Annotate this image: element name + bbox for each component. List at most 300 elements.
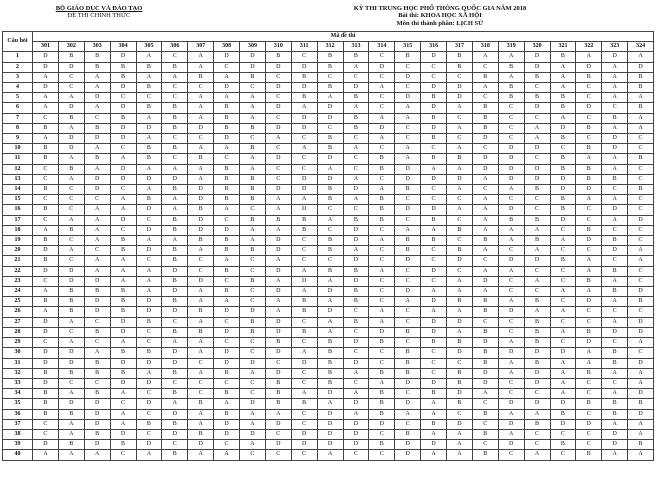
answer-cell: C xyxy=(291,246,317,256)
answer-cell: D xyxy=(343,358,369,368)
answer-cell: B xyxy=(291,215,317,225)
answer-cell: C xyxy=(343,327,369,337)
answer-cell: A xyxy=(110,338,136,348)
answer-cell: D xyxy=(188,123,214,133)
answer-cell: B xyxy=(58,164,84,174)
answer-cell: D xyxy=(265,368,291,378)
table-row xyxy=(3,419,654,429)
answer-cell: C xyxy=(33,174,59,184)
table-row xyxy=(3,164,654,174)
answer-cell: D xyxy=(524,62,550,72)
question-number-cell: 29 xyxy=(3,338,33,348)
answer-cell: D xyxy=(602,144,628,154)
answer-cell: D xyxy=(421,52,447,62)
answer-cell: C xyxy=(524,83,550,93)
answer-cell: A xyxy=(343,174,369,184)
answer-cell: B xyxy=(395,348,421,358)
answer-cell: C xyxy=(421,246,447,256)
answer-cell: C xyxy=(265,174,291,184)
answer-cell: A xyxy=(84,144,110,154)
answer-cell: C xyxy=(395,307,421,317)
answer-cell: A xyxy=(343,103,369,113)
answer-cell: D xyxy=(628,215,654,225)
answer-cell: A xyxy=(472,52,498,62)
answer-cell: C xyxy=(472,62,498,72)
answer-cell: C xyxy=(472,399,498,409)
answer-cell: C xyxy=(628,348,654,358)
answer-cell: D xyxy=(214,358,240,368)
answer-cell: D xyxy=(291,429,317,439)
answer-cell: D xyxy=(214,348,240,358)
answer-cell: C xyxy=(240,134,266,144)
answer-cell: C xyxy=(369,256,395,266)
answer-cell: C xyxy=(265,144,291,154)
answer-cell: A xyxy=(343,389,369,399)
exam-code-cell: 308 xyxy=(214,42,240,52)
answer-cell: D xyxy=(498,174,524,184)
answer-cell: A xyxy=(472,225,498,235)
answer-cell: A xyxy=(136,368,162,378)
answer-cell: C xyxy=(628,164,654,174)
answer-cell: A xyxy=(524,409,550,419)
answer-cell: D xyxy=(550,215,576,225)
answer-cell: C xyxy=(576,83,602,93)
answer-cell: C xyxy=(369,429,395,439)
answer-cell: B xyxy=(447,52,473,62)
answer-cell: C xyxy=(369,93,395,103)
answer-cell: A xyxy=(214,297,240,307)
answer-cell: D xyxy=(576,185,602,195)
answer-cell: A xyxy=(291,348,317,358)
answer-cell: C xyxy=(343,164,369,174)
exam-component: Môn thi thành phần: LỊCH SỬ xyxy=(396,19,484,27)
answer-cell: D xyxy=(265,154,291,164)
answer-cell: D xyxy=(291,276,317,286)
answer-cell: A xyxy=(524,134,550,144)
answer-cell: B xyxy=(421,419,447,429)
answer-cell: B xyxy=(472,123,498,133)
answer-cell: A xyxy=(472,246,498,256)
question-number-cell: 33 xyxy=(3,378,33,388)
question-number-cell: 25 xyxy=(3,297,33,307)
answer-cell: B xyxy=(110,62,136,72)
answer-cell: C xyxy=(524,195,550,205)
answer-cell: D xyxy=(576,236,602,246)
answer-cell: B xyxy=(188,72,214,82)
answer-cell: A xyxy=(136,134,162,144)
answer-cell: A xyxy=(265,276,291,286)
answer-cell: D xyxy=(33,348,59,358)
answer-cell: C xyxy=(395,215,421,225)
answer-cell: B xyxy=(524,93,550,103)
answer-cell: C xyxy=(369,246,395,256)
answer-cell: D xyxy=(110,429,136,439)
answer-cell: D xyxy=(291,358,317,368)
answer-cell: C xyxy=(265,358,291,368)
answer-cell: A xyxy=(291,389,317,399)
question-number-cell: 40 xyxy=(3,450,33,460)
answer-cell: D xyxy=(162,287,188,297)
answer-cell: B xyxy=(447,62,473,72)
table-row xyxy=(3,52,654,62)
answer-cell: B xyxy=(214,266,240,276)
answer-cell: A xyxy=(498,225,524,235)
answer-cell: D xyxy=(602,52,628,62)
answer-cell: B xyxy=(214,409,240,419)
answer-cell: A xyxy=(498,358,524,368)
answer-cell: C xyxy=(317,205,343,215)
answer-cell: A xyxy=(84,256,110,266)
answer-cell: D xyxy=(421,440,447,450)
answer-cell: B xyxy=(136,154,162,164)
answer-cell: D xyxy=(317,307,343,317)
answer-cell: C xyxy=(395,276,421,286)
answer-cell: B xyxy=(265,389,291,399)
answer-cell: A xyxy=(395,297,421,307)
answer-cell: A xyxy=(84,215,110,225)
answer-cell: C xyxy=(472,440,498,450)
answer-cell: A xyxy=(84,225,110,235)
answer-cell: D xyxy=(291,62,317,72)
answer-cell: C xyxy=(291,338,317,348)
answer-cell: B xyxy=(421,389,447,399)
answer-cell: C xyxy=(421,276,447,286)
answer-cell: D xyxy=(498,256,524,266)
answer-cell: D xyxy=(498,307,524,317)
question-number-cell: 19 xyxy=(3,236,33,246)
answer-cell: C xyxy=(576,440,602,450)
answer-cell: B xyxy=(447,368,473,378)
answer-cell: D xyxy=(628,389,654,399)
answer-cell: A xyxy=(421,287,447,297)
answer-cell: A xyxy=(576,52,602,62)
answer-cell: D xyxy=(395,440,421,450)
answer-cell: B xyxy=(136,317,162,327)
answer-cell: C xyxy=(188,134,214,144)
answer-cell: D xyxy=(628,358,654,368)
question-number-cell: 28 xyxy=(3,327,33,337)
answer-cell: B xyxy=(291,72,317,82)
answer-cell: D xyxy=(214,225,240,235)
answer-cell: D xyxy=(110,327,136,337)
answer-cell: B xyxy=(343,297,369,307)
answer-cell: C xyxy=(524,440,550,450)
answer-cell: B xyxy=(524,215,550,225)
answer-cell: C xyxy=(33,113,59,123)
answer-cell: B xyxy=(136,103,162,113)
answer-cell: D xyxy=(33,378,59,388)
answer-cell: D xyxy=(162,266,188,276)
exam-code-cell: 319 xyxy=(498,42,524,52)
answer-cell: C xyxy=(214,317,240,327)
answer-cell: A xyxy=(369,307,395,317)
answer-cell: D xyxy=(447,256,473,266)
answer-cell: A xyxy=(498,429,524,439)
answer-cell: D xyxy=(421,103,447,113)
table-row xyxy=(3,358,654,368)
answer-cell: B xyxy=(33,399,59,409)
answer-cell: B xyxy=(33,154,59,164)
answer-cell: B xyxy=(214,174,240,184)
answer-cell: A xyxy=(84,450,110,460)
answer-cell: B xyxy=(395,327,421,337)
question-number-cell: 3 xyxy=(3,72,33,82)
table-header-row xyxy=(3,32,654,42)
answer-cell: C xyxy=(58,205,84,215)
answer-cell: C xyxy=(136,215,162,225)
answer-cell: A xyxy=(395,103,421,113)
answer-cell: C xyxy=(240,348,266,358)
answer-cell: D xyxy=(84,419,110,429)
answer-cell: D xyxy=(265,103,291,113)
answer-cell: C xyxy=(84,195,110,205)
answer-cell: B xyxy=(498,62,524,72)
answer-cell: C xyxy=(58,256,84,266)
answer-cell: B xyxy=(110,307,136,317)
answer-cell: D xyxy=(628,327,654,337)
answer-cell: B xyxy=(84,52,110,62)
answer-cell: B xyxy=(110,246,136,256)
answer-cell: D xyxy=(214,83,240,93)
answer-cell: A xyxy=(550,62,576,72)
answer-cell: D xyxy=(602,134,628,144)
answer-cell: C xyxy=(628,144,654,154)
answer-cell: B xyxy=(524,327,550,337)
answer-cell: C xyxy=(291,317,317,327)
answer-cell: A xyxy=(550,113,576,123)
question-number-cell: 32 xyxy=(3,368,33,378)
answer-cell: B xyxy=(576,164,602,174)
answer-cell: A xyxy=(628,93,654,103)
answer-cell: C xyxy=(136,256,162,266)
table-row xyxy=(3,348,654,358)
answer-cell: A xyxy=(188,287,214,297)
answer-cell: C xyxy=(369,287,395,297)
answer-cell: C xyxy=(498,113,524,123)
answer-cell: A xyxy=(550,389,576,399)
answer-cell: D xyxy=(58,266,84,276)
answer-cell: D xyxy=(136,225,162,235)
answer-cell: C xyxy=(33,338,59,348)
answer-cell: D xyxy=(317,113,343,123)
answer-cell: A xyxy=(447,429,473,439)
question-number-cell: 39 xyxy=(3,440,33,450)
answer-cell: A xyxy=(447,185,473,195)
question-column-header: Câu hỏi xyxy=(3,32,33,52)
exam-code-cell: 320 xyxy=(524,42,550,52)
answer-cell: D xyxy=(136,205,162,215)
answer-cell: D xyxy=(110,174,136,184)
answer-cell: A xyxy=(58,123,84,133)
answer-cell: A xyxy=(188,368,214,378)
answer-cell: C xyxy=(369,174,395,184)
answer-cell: C xyxy=(188,266,214,276)
answer-cell: A xyxy=(524,225,550,235)
answer-cell: D xyxy=(524,174,550,184)
answer-cell: B xyxy=(395,185,421,195)
answer-cell: C xyxy=(110,185,136,195)
answer-cell: A xyxy=(395,154,421,164)
answer-cell: C xyxy=(265,164,291,174)
answer-cell: B xyxy=(550,409,576,419)
answer-cell: B xyxy=(188,327,214,337)
answer-cell: A xyxy=(369,236,395,246)
answer-cell: D xyxy=(265,287,291,297)
answer-cell: B xyxy=(550,205,576,215)
answer-cell: C xyxy=(369,348,395,358)
answer-cell: B xyxy=(240,174,266,184)
answer-cell: B xyxy=(395,52,421,62)
answer-cell: C xyxy=(188,358,214,368)
answer-cell: A xyxy=(498,72,524,82)
answer-cell: B xyxy=(576,327,602,337)
table-row xyxy=(3,378,654,388)
header-left xyxy=(24,5,174,20)
answer-cell: C xyxy=(343,154,369,164)
answer-cell: C xyxy=(265,72,291,82)
answer-cell: A xyxy=(498,409,524,419)
answer-cell: B xyxy=(162,389,188,399)
answer-cell: B xyxy=(110,72,136,82)
answer-cell: D xyxy=(498,440,524,450)
answer-cell: C xyxy=(33,164,59,174)
answer-cell: B xyxy=(369,399,395,409)
table-row xyxy=(3,307,654,317)
answer-cell: B xyxy=(395,358,421,368)
answer-cell: D xyxy=(240,399,266,409)
answer-cell: D xyxy=(188,195,214,205)
answer-cell: D xyxy=(628,317,654,327)
answer-cell: C xyxy=(265,450,291,460)
answer-cell: C xyxy=(369,297,395,307)
answer-cell: C xyxy=(110,450,136,460)
answer-cell: C xyxy=(214,378,240,388)
answer-cell: B xyxy=(58,225,84,235)
answer-cell: A xyxy=(628,113,654,123)
answer-cell: D xyxy=(524,164,550,174)
question-number-cell: 17 xyxy=(3,215,33,225)
answer-cell: B xyxy=(395,368,421,378)
answer-cell: A xyxy=(550,307,576,317)
answer-cell: C xyxy=(524,389,550,399)
answer-cell: C xyxy=(498,389,524,399)
answer-cell: A xyxy=(395,409,421,419)
answer-cell: D xyxy=(240,62,266,72)
answer-cell: B xyxy=(33,205,59,215)
table-row xyxy=(3,62,654,72)
answer-cell: A xyxy=(162,195,188,205)
table-row xyxy=(3,368,654,378)
answer-cell: B xyxy=(524,297,550,307)
answer-cell: B xyxy=(162,419,188,429)
answer-cell: D xyxy=(84,276,110,286)
answer-cell: B xyxy=(58,368,84,378)
answer-cell: A xyxy=(343,62,369,72)
answer-cell: B xyxy=(369,389,395,399)
answer-cell: B xyxy=(317,348,343,358)
answer-cell: B xyxy=(472,236,498,246)
answer-cell: B xyxy=(524,338,550,348)
answer-cell: A xyxy=(33,450,59,460)
answer-cell: C xyxy=(84,113,110,123)
answer-cell: B xyxy=(240,317,266,327)
answer-cell: C xyxy=(162,154,188,164)
answer-cell: B xyxy=(291,307,317,317)
answer-cell: D xyxy=(162,429,188,439)
answer-cell: C xyxy=(576,246,602,256)
answer-cell: D xyxy=(317,440,343,450)
answer-cell: D xyxy=(498,164,524,174)
answer-cell: C xyxy=(136,327,162,337)
answer-cell: B xyxy=(524,185,550,195)
answer-cell: A xyxy=(291,144,317,154)
answer-cell: C xyxy=(602,307,628,317)
answer-cell: A xyxy=(524,307,550,317)
answer-cell: A xyxy=(110,195,136,205)
answer-cell: D xyxy=(188,440,214,450)
answer-cell: A xyxy=(447,164,473,174)
answer-cell: A xyxy=(576,348,602,358)
answer-cell: B xyxy=(602,358,628,368)
answer-cell: C xyxy=(214,276,240,286)
answer-cell: C xyxy=(628,174,654,184)
answer-cell: C xyxy=(369,450,395,460)
answer-cell: D xyxy=(84,440,110,450)
answer-cell: A xyxy=(240,225,266,235)
answer-cell: A xyxy=(550,236,576,246)
answer-cell: D xyxy=(240,429,266,439)
answer-cell: B xyxy=(291,297,317,307)
answer-cell: A xyxy=(188,174,214,184)
answer-cell: A xyxy=(188,62,214,72)
answer-cell: B xyxy=(602,399,628,409)
answer-cell: D xyxy=(265,419,291,429)
answer-cell: B xyxy=(395,246,421,256)
answer-cell: A xyxy=(343,195,369,205)
answer-cell: A xyxy=(33,103,59,113)
answer-cell: D xyxy=(162,174,188,184)
answer-cell: A xyxy=(576,266,602,276)
answer-cell: A xyxy=(602,164,628,174)
answer-cell: A xyxy=(110,205,136,215)
answer-cell: C xyxy=(214,62,240,72)
answer-cell: B xyxy=(447,399,473,409)
exam-code-cell: 311 xyxy=(291,42,317,52)
table-row xyxy=(3,72,654,82)
answer-cell: B xyxy=(162,113,188,123)
answer-cell: A xyxy=(498,338,524,348)
answer-cell: C xyxy=(369,52,395,62)
answer-cell: B xyxy=(343,317,369,327)
answer-cell: A xyxy=(576,287,602,297)
answer-cell: D xyxy=(265,83,291,93)
answer-cell: D xyxy=(343,399,369,409)
answer-cell: A xyxy=(628,338,654,348)
answer-cell: A xyxy=(291,287,317,297)
answer-cell: B xyxy=(84,123,110,133)
answer-cell: A xyxy=(369,266,395,276)
answer-cell: B xyxy=(343,266,369,276)
answer-cell: D xyxy=(33,62,59,72)
answer-cell: B xyxy=(602,266,628,276)
answer-cell: C xyxy=(188,83,214,93)
answer-cell: B xyxy=(524,419,550,429)
answer-cell: A xyxy=(447,123,473,133)
question-number-cell: 30 xyxy=(3,348,33,358)
answer-cell: B xyxy=(162,144,188,154)
answer-cell: C xyxy=(369,358,395,368)
answer-cell: A xyxy=(162,236,188,246)
